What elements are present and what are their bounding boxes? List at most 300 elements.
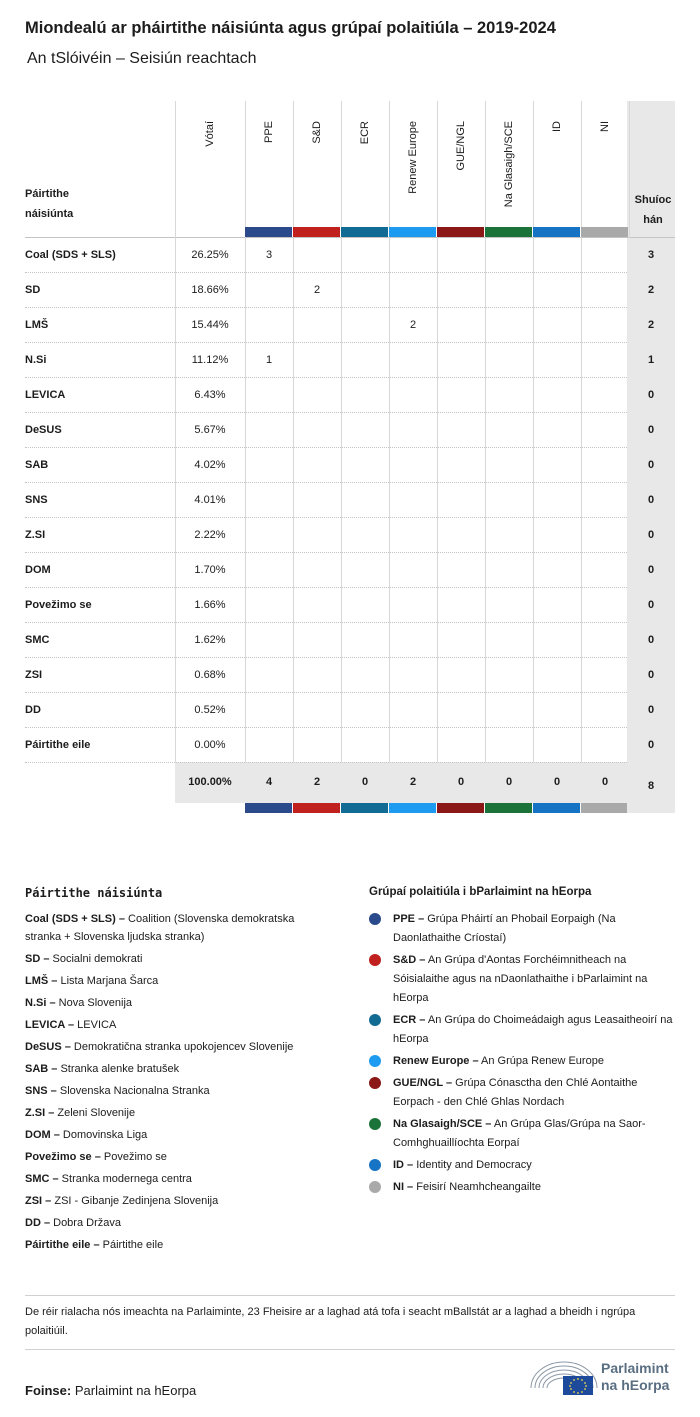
seat-count bbox=[341, 483, 389, 518]
table-row bbox=[25, 483, 675, 518]
table-row bbox=[25, 728, 675, 763]
vote-share: 5.67% bbox=[194, 424, 226, 436]
party-legend-item bbox=[25, 972, 325, 990]
party-legend-abbr: Páirtithe eile – bbox=[25, 1239, 100, 1251]
vote-share: 18.66% bbox=[191, 284, 229, 296]
group-color-dot-icon bbox=[369, 1159, 381, 1171]
total-seats: 0 bbox=[627, 623, 675, 658]
party-name: Povežimo se bbox=[25, 599, 92, 611]
party-legend-name: Povežimo se bbox=[100, 1151, 167, 1163]
seat-count bbox=[533, 308, 581, 343]
group-color-dot-icon bbox=[369, 954, 381, 966]
party-legend-abbr: N.Si – bbox=[25, 997, 56, 1009]
seat-count bbox=[293, 483, 341, 518]
seat-count bbox=[389, 693, 437, 728]
party-legend-item bbox=[25, 994, 325, 1012]
seat-count bbox=[293, 693, 341, 728]
seat-count bbox=[437, 378, 485, 413]
seat-count bbox=[533, 518, 581, 553]
seat-count bbox=[533, 658, 581, 693]
hemicycle-icon bbox=[529, 1358, 599, 1396]
group-color-bar bbox=[581, 803, 628, 813]
seat-count bbox=[389, 483, 437, 518]
seat-count bbox=[485, 378, 533, 413]
seat-count bbox=[485, 238, 533, 273]
seat-count bbox=[485, 343, 533, 378]
total-header-line: hán bbox=[643, 214, 663, 226]
seat-count bbox=[389, 343, 437, 378]
total-seats: 0 bbox=[627, 448, 675, 483]
party-header-label bbox=[25, 184, 73, 224]
total-column-header bbox=[627, 101, 675, 238]
seat-count bbox=[437, 413, 485, 448]
group-column-header bbox=[581, 101, 629, 238]
votes-column-header bbox=[175, 101, 245, 238]
party-name: SMC bbox=[25, 634, 50, 646]
party-name: Coal (SDS + SLS) bbox=[25, 249, 116, 261]
group-header-label: ID bbox=[551, 121, 563, 132]
group-color-bar bbox=[389, 227, 436, 237]
table-row bbox=[25, 518, 675, 553]
total-header-label bbox=[631, 190, 675, 230]
seat-count bbox=[581, 448, 629, 483]
summary-votes: 100.00% bbox=[188, 776, 232, 788]
seat-count bbox=[533, 693, 581, 728]
total-seats: 3 bbox=[627, 238, 675, 273]
seat-count bbox=[533, 588, 581, 623]
party-legend-abbr: DD – bbox=[25, 1217, 51, 1229]
group-color-dot-icon bbox=[369, 1077, 381, 1089]
footnote: De réir rialacha nós imeachta na Parlaiminte, 23 Fheisire ar a laghad atá tofa i seacht mBallstát ar a laghad a bheidh i ngrúpa polaitiúil. bbox=[25, 1306, 636, 1337]
group-color-bar bbox=[533, 227, 580, 237]
seat-count bbox=[389, 658, 437, 693]
group-color-bar bbox=[485, 803, 532, 813]
seat-count bbox=[245, 308, 293, 343]
party-legend-name: Slovenska Nacionalna Stranka bbox=[56, 1085, 210, 1097]
seat-count bbox=[389, 273, 437, 308]
group-legend-text bbox=[393, 910, 675, 948]
seat-count bbox=[581, 728, 629, 763]
table-row bbox=[25, 378, 675, 413]
seat-count bbox=[293, 308, 341, 343]
seat-count bbox=[581, 588, 629, 623]
group-legend-name: An Grúpa Renew Europe bbox=[478, 1055, 604, 1067]
table-row bbox=[25, 553, 675, 588]
party-header-line: náisiúnta bbox=[25, 208, 74, 220]
seat-count bbox=[293, 448, 341, 483]
party-legend-name: Páirtithe eile bbox=[99, 1239, 164, 1251]
seat-count: 2 bbox=[409, 319, 417, 331]
group-column-header bbox=[485, 101, 533, 238]
seat-count bbox=[389, 413, 437, 448]
summary-seat-count: 2 bbox=[409, 776, 417, 788]
group-column-header bbox=[389, 101, 437, 238]
party-legend-item bbox=[25, 1192, 325, 1210]
total-seats: 2 bbox=[627, 273, 675, 308]
seat-count bbox=[245, 413, 293, 448]
source-value: Parlaimint na hEorpa bbox=[71, 1383, 197, 1398]
group-color-bar bbox=[341, 803, 388, 813]
party-legend-item bbox=[25, 1104, 325, 1122]
vote-share: 6.43% bbox=[194, 389, 226, 401]
seat-count bbox=[293, 343, 341, 378]
group-column-header bbox=[533, 101, 581, 238]
seat-count bbox=[533, 483, 581, 518]
party-legend-name: Domovinska Liga bbox=[59, 1129, 148, 1141]
party-legend-abbr: SMC – bbox=[25, 1173, 59, 1185]
seat-count bbox=[485, 273, 533, 308]
group-legend-name: An Grúpa d'Aontas Forchéimnitheach na Sóisialaithe agus na nDaonlathaithe i bParlaimint na hEorpa bbox=[393, 954, 648, 1004]
vote-share: 15.44% bbox=[191, 319, 229, 331]
seat-count bbox=[533, 378, 581, 413]
seat-count bbox=[437, 238, 485, 273]
party-legend-name: Stranka alenke bratušek bbox=[57, 1063, 180, 1075]
group-legend-name: Grúpa Pháirtí an Phobail Eorpaigh (Na Daonlathaithe Críostaí) bbox=[393, 913, 616, 944]
seat-count bbox=[389, 378, 437, 413]
group-color-bar bbox=[389, 803, 436, 813]
party-legend-name: Socialni demokrati bbox=[49, 953, 143, 965]
party-legend-abbr: LEVICA – bbox=[25, 1019, 75, 1031]
source-label: Foinse: bbox=[25, 1383, 72, 1398]
table-row bbox=[25, 273, 675, 308]
total-seats: 0 bbox=[627, 588, 675, 623]
group-column-header bbox=[245, 101, 293, 238]
seat-count bbox=[389, 518, 437, 553]
seat-count bbox=[533, 273, 581, 308]
group-legend-text bbox=[393, 1115, 675, 1153]
seat-count bbox=[293, 623, 341, 658]
group-legend-abbr: Renew Europe – bbox=[393, 1055, 479, 1067]
party-legend-name: Demokratična stranka upokojencev Slovenije bbox=[70, 1041, 294, 1053]
party-legend-abbr: SNS – bbox=[25, 1085, 57, 1097]
vote-share: 1.62% bbox=[194, 634, 226, 646]
seat-count bbox=[533, 238, 581, 273]
table-row bbox=[25, 448, 675, 483]
seat-count bbox=[245, 483, 293, 518]
seat-count bbox=[245, 693, 293, 728]
seat-count bbox=[437, 623, 485, 658]
seat-count bbox=[341, 413, 389, 448]
total-seats: 0 bbox=[627, 553, 675, 588]
summary-seat-count: 0 bbox=[601, 776, 609, 788]
party-header-line: Páirtithe bbox=[25, 188, 70, 200]
group-column-header bbox=[437, 101, 485, 238]
seat-count bbox=[245, 378, 293, 413]
votes-header-label: Vótaí bbox=[204, 121, 216, 147]
seat-count bbox=[485, 518, 533, 553]
group-header-label: NI bbox=[599, 121, 611, 132]
seat-count bbox=[437, 343, 485, 378]
seat-count bbox=[341, 273, 389, 308]
party-legend-item bbox=[25, 1170, 325, 1188]
table-row bbox=[25, 623, 675, 658]
seat-count bbox=[389, 448, 437, 483]
party-legend-item bbox=[25, 1236, 325, 1254]
table-row bbox=[25, 343, 675, 378]
seat-count bbox=[437, 553, 485, 588]
group-legend-abbr: ECR – bbox=[393, 1014, 426, 1026]
divider bbox=[25, 1349, 675, 1350]
seat-count bbox=[485, 413, 533, 448]
group-color-bar bbox=[245, 227, 292, 237]
seat-count bbox=[437, 518, 485, 553]
seat-count bbox=[437, 448, 485, 483]
page-title: Miondealú ar pháirtithe náisiúnta agus grúpaí polaitiúla – 2019-2024 bbox=[25, 19, 556, 37]
seat-count bbox=[245, 273, 293, 308]
vote-share: 4.01% bbox=[194, 494, 226, 506]
party-legend-name: Zeleni Slovenije bbox=[54, 1107, 136, 1119]
divider bbox=[25, 1295, 675, 1296]
group-color-dot-icon bbox=[369, 1181, 381, 1193]
group-legend-text bbox=[393, 951, 675, 1008]
seat-count bbox=[581, 693, 629, 728]
vote-share: 2.22% bbox=[194, 529, 226, 541]
total-seats: 0 bbox=[627, 518, 675, 553]
group-legend-name: Identity and Democracy bbox=[413, 1159, 532, 1171]
seat-count bbox=[293, 518, 341, 553]
group-legend-name: Grúpa Cónasctha den Chlé Aontaithe Eorpach - den Chlé Ghlas Nordach bbox=[393, 1077, 638, 1108]
total-seats: 0 bbox=[627, 413, 675, 448]
seat-count bbox=[245, 623, 293, 658]
group-legend-abbr: PPE – bbox=[393, 913, 425, 925]
seat-count bbox=[581, 483, 629, 518]
group-legend-abbr: ID – bbox=[393, 1159, 414, 1171]
seat-count bbox=[389, 238, 437, 273]
seat-count bbox=[437, 658, 485, 693]
vote-share: 11.12% bbox=[191, 354, 229, 366]
seat-count bbox=[485, 658, 533, 693]
party-column-header bbox=[25, 101, 175, 238]
logo-text: Parlaimint na hEorpa bbox=[601, 1360, 670, 1393]
seat-count bbox=[533, 623, 581, 658]
party-name: SD bbox=[25, 284, 41, 296]
seat-count bbox=[437, 693, 485, 728]
seat-count bbox=[533, 413, 581, 448]
group-legend-name: Feisirí Neamhcheangailte bbox=[413, 1181, 541, 1193]
summary-seat-count: 4 bbox=[265, 776, 273, 788]
seat-count bbox=[437, 308, 485, 343]
party-legend-name: Lista Marjana Šarca bbox=[57, 975, 159, 987]
seat-count bbox=[485, 553, 533, 588]
summary-seat-count: 0 bbox=[553, 776, 561, 788]
source-line bbox=[25, 1383, 196, 1398]
party-legend-item bbox=[25, 1060, 325, 1078]
party-legend-name: Coalition (Slovenska demokratska stranka + Slovenska ljudska stranka) bbox=[25, 913, 295, 943]
seat-count bbox=[485, 308, 533, 343]
seat-count: 2 bbox=[313, 284, 321, 296]
total-seats: 0 bbox=[627, 728, 675, 763]
group-color-bar bbox=[293, 803, 340, 813]
party-name: SAB bbox=[25, 459, 49, 471]
vote-share: 26.25% bbox=[191, 249, 229, 261]
seat-count bbox=[245, 553, 293, 588]
vote-share: 4.02% bbox=[194, 459, 226, 471]
party-legend-abbr: Povežimo se – bbox=[25, 1151, 101, 1163]
seat-count bbox=[581, 553, 629, 588]
group-legend-abbr: GUE/NGL – bbox=[393, 1077, 453, 1089]
table-row bbox=[25, 238, 675, 273]
party-legend-item bbox=[25, 1016, 325, 1034]
seat-count bbox=[341, 238, 389, 273]
group-color-bar bbox=[437, 227, 484, 237]
party-name: LMŠ bbox=[25, 319, 49, 331]
summary-row bbox=[175, 762, 675, 813]
seat-count bbox=[293, 378, 341, 413]
summary-total: 8 bbox=[627, 762, 675, 813]
party-legend-name: LEVICA bbox=[74, 1019, 117, 1031]
group-legend-name: An Grúpa Glas/Grúpa na Saor-Comhghuaillíochta Eorpaí bbox=[393, 1118, 646, 1149]
vote-share: 0.68% bbox=[194, 669, 226, 681]
party-name: DOM bbox=[25, 564, 51, 576]
seat-count bbox=[245, 728, 293, 763]
group-legend-abbr: NI – bbox=[393, 1181, 414, 1193]
seat-count bbox=[533, 553, 581, 588]
seat-count bbox=[293, 588, 341, 623]
summary-seat-count: 0 bbox=[505, 776, 513, 788]
seat-count bbox=[341, 588, 389, 623]
seat-count bbox=[437, 273, 485, 308]
summary-seat-count: 2 bbox=[313, 776, 321, 788]
seat-count bbox=[245, 588, 293, 623]
group-color-bar bbox=[437, 803, 484, 813]
party-legend-item bbox=[25, 1214, 325, 1232]
party-legend-abbr: SD – bbox=[25, 953, 50, 965]
seat-count bbox=[341, 378, 389, 413]
party-legend-item bbox=[25, 1082, 325, 1100]
party-legend-item bbox=[25, 1148, 325, 1166]
seat-count bbox=[581, 238, 629, 273]
party-legend-abbr: ZSI – bbox=[25, 1195, 52, 1207]
total-seats: 0 bbox=[627, 378, 675, 413]
seat-count: 3 bbox=[265, 249, 273, 261]
seat-count bbox=[389, 553, 437, 588]
party-legend-item bbox=[25, 1038, 325, 1056]
seat-count bbox=[245, 448, 293, 483]
summary-seat-count: 0 bbox=[457, 776, 465, 788]
group-color-bar bbox=[293, 227, 340, 237]
seat-count bbox=[245, 658, 293, 693]
group-legend-abbr: S&D – bbox=[393, 954, 426, 966]
group-color-bar bbox=[245, 803, 292, 813]
table-row bbox=[25, 658, 675, 693]
party-name: DeSUS bbox=[25, 424, 62, 436]
group-legend-heading: Grúpaí polaitiúla i bParlaimint na hEorpa bbox=[369, 886, 592, 898]
group-header-label: S&D bbox=[311, 121, 323, 144]
party-legend-abbr: DeSUS – bbox=[25, 1041, 71, 1053]
seat-count bbox=[581, 518, 629, 553]
seat-count bbox=[245, 518, 293, 553]
seat-count bbox=[341, 553, 389, 588]
party-name: Páirtithe eile bbox=[25, 739, 91, 751]
seat-count bbox=[293, 728, 341, 763]
party-legend-name: ZSI - Gibanje Zedinjena Slovenija bbox=[51, 1195, 219, 1207]
seat-count bbox=[293, 553, 341, 588]
party-legend-abbr: Z.SI – bbox=[25, 1107, 55, 1119]
party-name: SNS bbox=[25, 494, 48, 506]
group-legend-text bbox=[393, 1156, 675, 1175]
party-legend-abbr: SAB – bbox=[25, 1063, 58, 1075]
group-header-label: Renew Europe bbox=[407, 121, 419, 194]
seat-count bbox=[485, 588, 533, 623]
group-header-label: Na Glasaigh/SCE bbox=[503, 121, 515, 208]
seat-count bbox=[533, 448, 581, 483]
seat-count bbox=[341, 728, 389, 763]
seat-count bbox=[341, 693, 389, 728]
group-color-bar bbox=[533, 803, 580, 813]
party-legend-name: Dobra Država bbox=[50, 1217, 121, 1229]
group-legend-text bbox=[393, 1052, 675, 1071]
table-row bbox=[25, 413, 675, 448]
party-legend-item bbox=[25, 910, 325, 946]
table-row bbox=[25, 588, 675, 623]
seat-count bbox=[485, 693, 533, 728]
seat-count bbox=[581, 378, 629, 413]
seat-count bbox=[581, 343, 629, 378]
seat-count bbox=[533, 728, 581, 763]
party-legend-abbr: Coal (SDS + SLS) – bbox=[25, 913, 125, 925]
table-row bbox=[25, 308, 675, 343]
seat-count bbox=[437, 728, 485, 763]
group-color-bar bbox=[581, 227, 628, 237]
party-legend-abbr: LMŠ – bbox=[25, 975, 58, 987]
page-subtitle: An tSlóivéin – Seisiún reachtach bbox=[27, 50, 257, 67]
seat-count bbox=[389, 588, 437, 623]
seat-count bbox=[293, 658, 341, 693]
party-legend-name: Nova Slovenija bbox=[55, 997, 133, 1009]
group-header-label: GUE/NGL bbox=[455, 121, 467, 171]
party-name: ZSI bbox=[25, 669, 43, 681]
seat-count bbox=[581, 413, 629, 448]
party-name: Z.SI bbox=[25, 529, 46, 541]
group-color-dot-icon bbox=[369, 1014, 381, 1026]
table-row bbox=[25, 693, 675, 728]
vote-share: 1.70% bbox=[194, 564, 226, 576]
total-seats: 0 bbox=[627, 693, 675, 728]
party-legend-abbr: DOM – bbox=[25, 1129, 60, 1141]
group-legend-text bbox=[393, 1074, 675, 1112]
seat-count bbox=[341, 308, 389, 343]
group-color-bar bbox=[341, 227, 388, 237]
seat-count bbox=[389, 728, 437, 763]
seat-count bbox=[341, 623, 389, 658]
seat-count bbox=[341, 448, 389, 483]
party-legend-item bbox=[25, 950, 325, 968]
seat-count bbox=[533, 343, 581, 378]
ep-logo bbox=[529, 1358, 679, 1398]
total-seats: 0 bbox=[627, 658, 675, 693]
seat-count bbox=[389, 623, 437, 658]
seat-count bbox=[581, 623, 629, 658]
seat-count bbox=[485, 483, 533, 518]
seat-count bbox=[581, 273, 629, 308]
seat-count bbox=[581, 658, 629, 693]
summary-seat-count: 0 bbox=[361, 776, 369, 788]
group-legend-text bbox=[393, 1011, 675, 1049]
total-seats: 2 bbox=[627, 308, 675, 343]
group-color-dot-icon bbox=[369, 1118, 381, 1130]
seat-count bbox=[341, 518, 389, 553]
results-table bbox=[25, 101, 675, 813]
party-legend-item bbox=[25, 1126, 325, 1144]
group-legend-abbr: Na Glasaigh/SCE – bbox=[393, 1118, 492, 1130]
group-color-dot-icon bbox=[369, 1055, 381, 1067]
group-color-dot-icon bbox=[369, 913, 381, 925]
party-legend-heading: Páirtithe náisiúnta bbox=[25, 886, 163, 900]
seat-count bbox=[293, 413, 341, 448]
seat-count bbox=[581, 308, 629, 343]
seat-count bbox=[437, 588, 485, 623]
seat-count bbox=[485, 623, 533, 658]
